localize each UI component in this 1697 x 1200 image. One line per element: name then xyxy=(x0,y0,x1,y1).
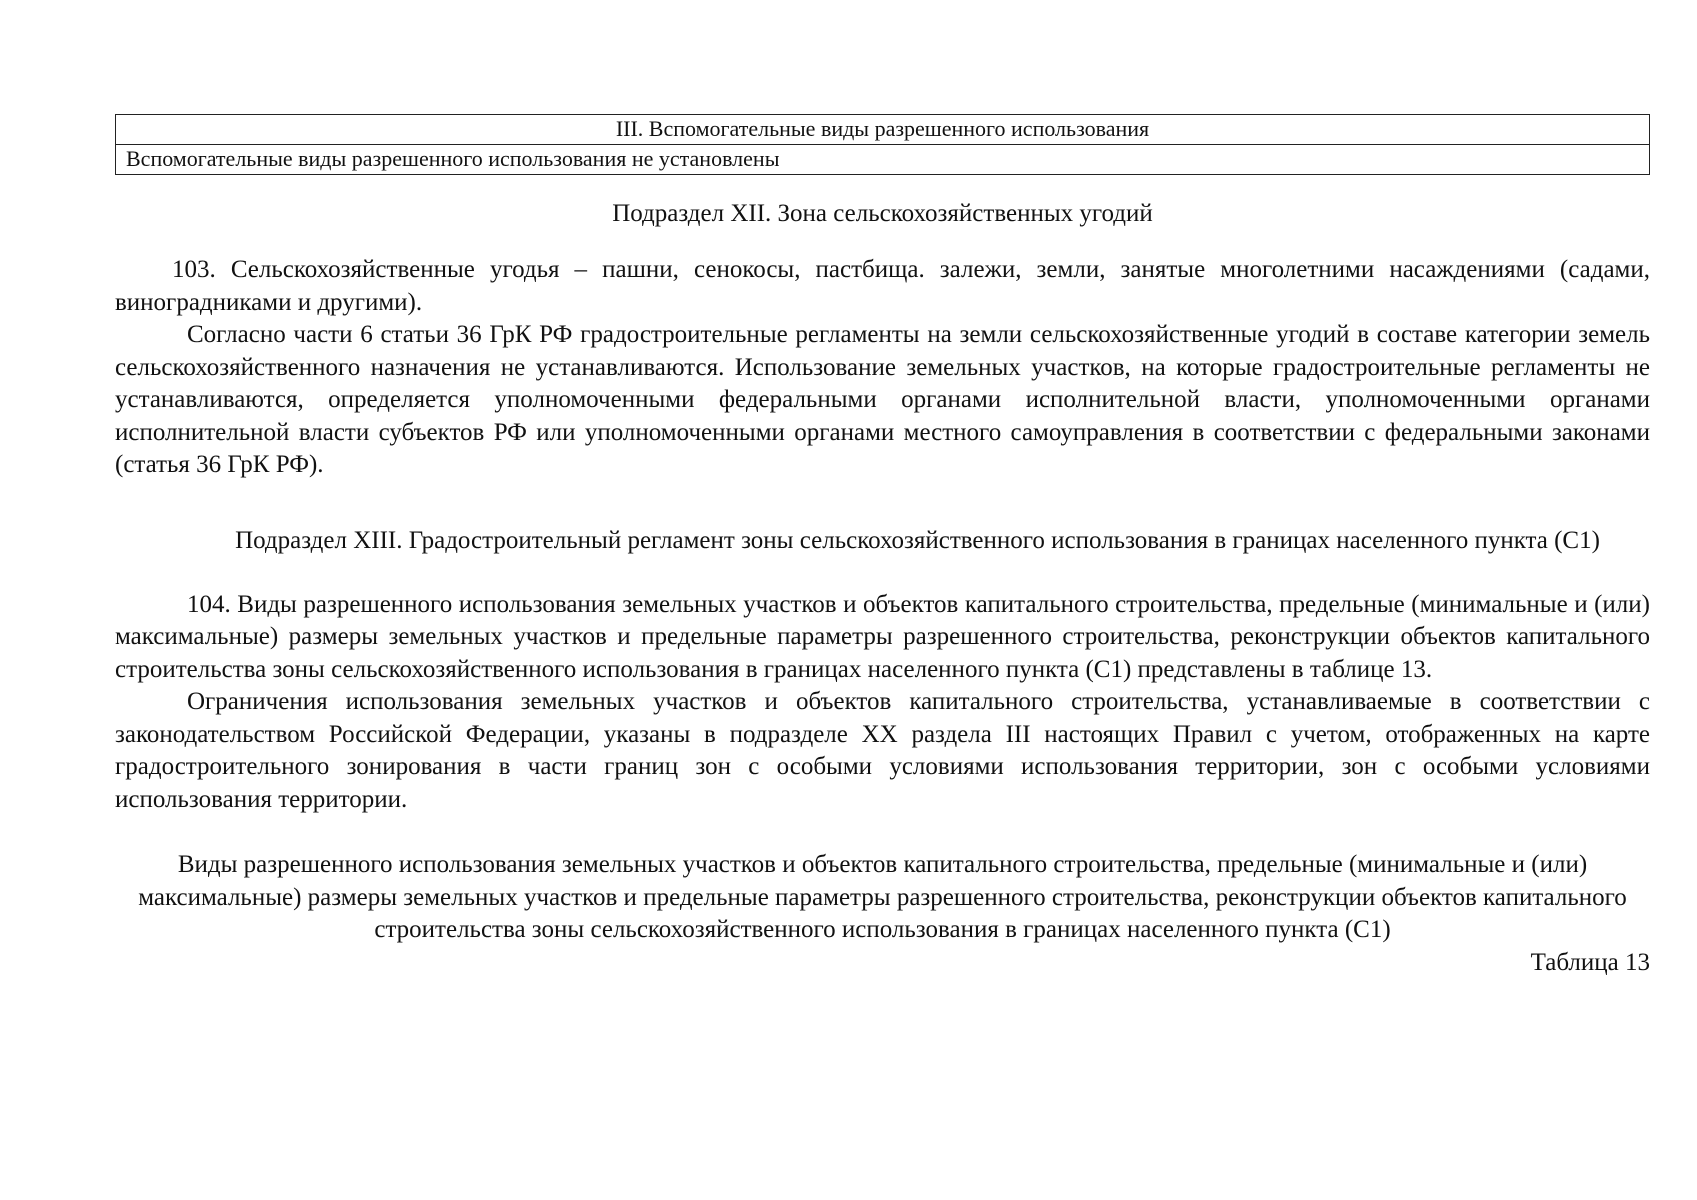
paragraph-103: 103. Сельскохозяйственные угодья – пашни, сенокосы, пастбища. залежи, земли, занятые многолетними насаждениями (садами, виноградниками и другими). xyxy=(115,256,1650,316)
table-cell: Вспомогательные виды разрешенного использования не установлены xyxy=(116,145,1650,175)
table-header-cell: III. Вспомогательные виды разрешенного использования xyxy=(116,115,1650,145)
paragraph-restrictions: Ограничения использования земельных участков и объектов капитального строительства, устанавливаемые в соответствии с законодательством Российской Федерации, указаны в подразделе XX раздела III настоящих Правил с учетом, отображенных на карте градостроительного зонирования в части границ зон с особыми условиями использования территории, зон с особыми условиями использования территории. xyxy=(115,688,1650,813)
paragraph-gradostroy: Согласно части 6 статьи 36 ГрК РФ градостроительные регламенты на земли сельскохозяйственные угодий в составе категории земель сельскохозяйственного назначения не устанавливаются. Использование земельных участков, на которые градостроительные регламенты не устанавливаются, определяется уполномоченными федеральными органами исполнительной власти, уполномоченными органами исполнительной власти субъектов РФ или уполномоченными органами местного самоуправления в соответствии с федеральными законами (статья 36 ГрК РФ). xyxy=(115,321,1650,478)
table-row xyxy=(116,145,1650,175)
subsection-xiii-title: Подраздел XIII. Градостроительный регламент зоны сельскохозяйственного использования в границах населенного пункта (С1) xyxy=(235,526,1600,554)
subsection-xii-title: Подраздел XII. Зона сельскохозяйственных угодий xyxy=(612,200,1153,227)
table-13-number: Таблица 13 xyxy=(1530,948,1650,976)
auxiliary-uses-table xyxy=(115,114,1650,175)
table-13-caption: Виды разрешенного использования земельных участков и объектов капитального строительства, предельные (минимальные и (или) максимальные) размеры земельных участков и предельные параметры разрешенного строительства, реконструкции объектов капитального строительства зоны сельскохозяйственного использования в границах населенного пункта (С1) xyxy=(138,851,1627,943)
table-row xyxy=(116,115,1650,145)
paragraph-104: 104. Виды разрешенного использования земельных участков и объектов капитального строительства, предельные (минимальные и (или) максимальные) размеры земельных участков и предельные параметры разрешенного строительства, реконструкции объектов капитального строительства зоны сельскохозяйственного использования в границах населенного пункта (С1) представлены в таблице 13. xyxy=(115,590,1650,683)
document-page xyxy=(115,114,1650,979)
